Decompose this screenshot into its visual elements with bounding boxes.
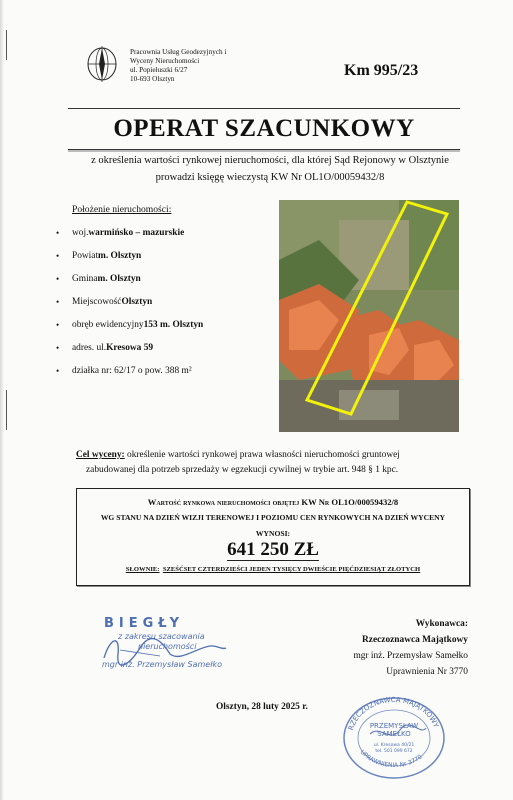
location-label: woj. xyxy=(72,228,89,238)
words-label: SŁOWNIE: xyxy=(125,566,160,573)
location-value: warmińsko – mazurskie xyxy=(88,228,185,238)
company-line: Wyceny Nieruchomości xyxy=(130,57,200,65)
location-item xyxy=(56,245,203,268)
company-address xyxy=(130,48,226,84)
purpose-label: Cel wyceny: xyxy=(76,450,125,460)
place-date: Olsztyn, 28 luty 2025 r. xyxy=(216,702,308,712)
stamp-ring-text: RZECZOZNAWCA MAJĄTKOWY xyxy=(347,695,440,732)
valuation-title: Wartość rynkowa nieruchomości objętej KW Nr OL1O/00059432/8 xyxy=(147,497,399,507)
round-stamp xyxy=(340,694,448,780)
location-label: Powiat xyxy=(72,251,99,261)
location-label: Miejscowość xyxy=(72,297,122,307)
valuation-basis: WG STANU NA DZIEŃ WIZJI TERENOWEJ I POZIOMU CEN RYNKOWYCH NA DZIEŃ WYCENY xyxy=(100,513,446,522)
company-line: ul. Popiełuszki 6/27 xyxy=(130,66,188,74)
company-line: 10-693 Olsztyn xyxy=(130,75,175,83)
location-list xyxy=(56,222,203,383)
location-value: Kresowa 59 xyxy=(106,343,154,353)
location-value: Olsztyn xyxy=(121,297,153,307)
location-label: działka nr: 62/17 o pow. 388 m² xyxy=(72,366,192,376)
location-item xyxy=(56,314,203,337)
bullet-icon: • xyxy=(56,274,60,284)
bullet-icon: • xyxy=(56,228,60,238)
scan-mark xyxy=(6,390,7,430)
stamp-tel: tel. 501 099 672 xyxy=(375,749,413,754)
location-item xyxy=(56,337,203,360)
stamp-name2: SAMEŁKO xyxy=(377,730,411,738)
purpose-text: określenie wartości rynkowej prawa własności nieruchomości gruntowej xyxy=(124,450,400,460)
location-value: m. Olsztyn xyxy=(98,251,142,261)
compass-logo-icon xyxy=(84,44,120,84)
valuation-in-words xyxy=(77,566,469,573)
valuation-amount: 641 250 ZŁ xyxy=(227,539,319,560)
bullet-icon: • xyxy=(56,297,60,307)
location-label: Gmina xyxy=(72,274,98,284)
document-title: OPERAT SZACUNKOWY xyxy=(113,115,415,142)
valuation-purpose xyxy=(76,448,468,478)
aerial-photo xyxy=(279,200,459,432)
words-text: SZEŚĆSET CZTERDZIEŚCI JEDEN TYSIĘCY DWIEŚCIE PIĘĆDZIESIĄT ZŁOTYCH xyxy=(162,566,421,573)
valuation-amounts-to: WYNOSI: xyxy=(255,529,291,538)
location-item xyxy=(56,222,203,245)
bullet-icon: • xyxy=(56,320,60,330)
contractor-person: mgr inż. Przemysław Samełko xyxy=(353,651,468,661)
purpose-text-line2: zabudowanej dla potrzeb sprzedaży w egzekucji cywilnej w trybie art. 948 § 1 kpc. xyxy=(86,465,399,475)
location-label: obręb ewidencyjny xyxy=(72,320,144,330)
expert-stamp-title: BIEGŁY xyxy=(104,616,185,631)
signature-icon xyxy=(100,628,230,670)
expert-stamp-line: mgr inż. Przemysław Samełko xyxy=(102,660,223,669)
stamp-addr: ul. Kresowa 40/21 xyxy=(373,743,415,748)
document-subtitle: z określenia wartości rynkowej nieruchomości, dla której Sąd Rejonowy w Olsztynie prowadzi księgę wieczystą KW Nr OL1O/00059432/8 xyxy=(91,155,449,183)
expert-stamp-line: z zakresu szacowania xyxy=(118,632,205,641)
contractor-license: Uprawnienia Nr 3770 xyxy=(386,667,468,677)
location-item xyxy=(56,268,203,291)
location-value: 153 m. Olsztyn xyxy=(143,320,204,330)
bullet-icon: • xyxy=(56,343,60,353)
expert-stamp-line: nieruchomości xyxy=(138,642,197,651)
valuation-value xyxy=(77,539,469,561)
scan-mark xyxy=(6,30,7,60)
title-box xyxy=(68,108,460,150)
location-item xyxy=(56,291,203,314)
stamp-ring-bottom: UPRAWNIENIA Nr 3770 xyxy=(358,748,424,770)
location-item xyxy=(56,360,203,383)
stamp-name1: PRZEMYSŁAW xyxy=(369,722,419,730)
valuation-box xyxy=(76,488,470,586)
location-value: m. Olsztyn xyxy=(97,274,141,284)
contractor-block xyxy=(330,616,468,680)
page-edge xyxy=(0,0,4,800)
location-heading: Położenie nieruchomości: xyxy=(72,204,172,215)
company-line: Pracownia Usług Geodezyjnych i xyxy=(130,48,227,56)
location-label: adres. ul. xyxy=(72,343,107,353)
contractor-heading: Wykonawca: xyxy=(415,619,468,629)
bullet-icon: • xyxy=(56,366,60,376)
bullet-icon: • xyxy=(56,251,60,261)
km-number: Km 995/23 xyxy=(344,62,419,79)
contractor-name: Rzeczoznawca Majątkowy xyxy=(362,635,468,645)
